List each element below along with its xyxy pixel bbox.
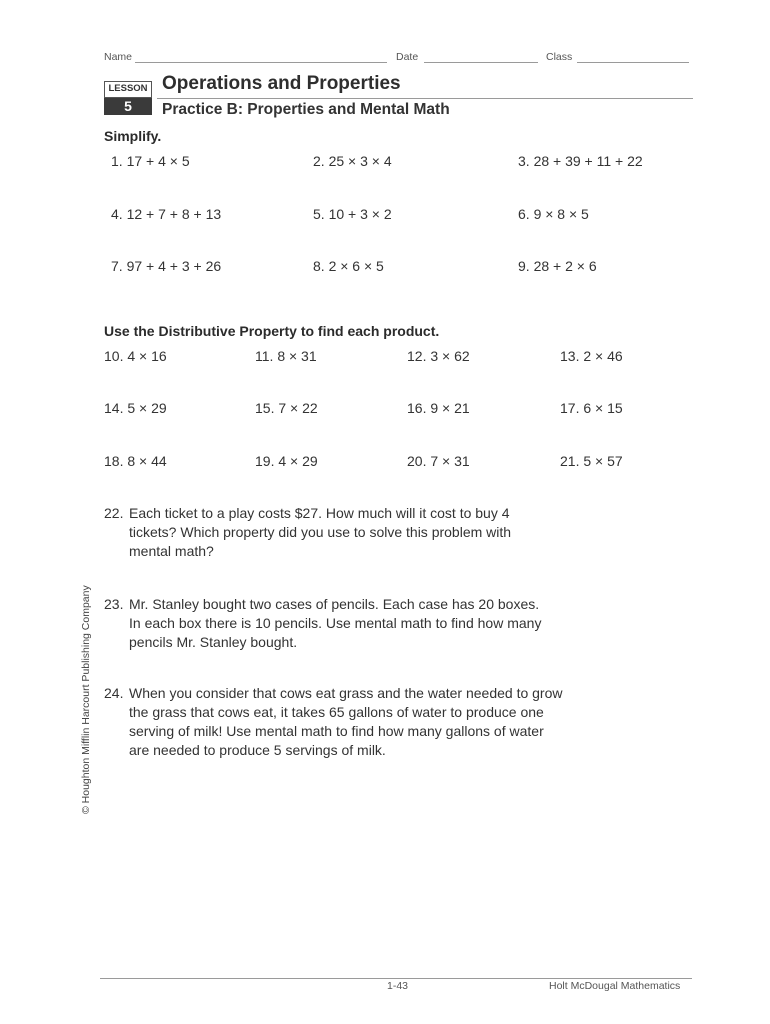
problem-6: 6. 9 × 8 × 5 bbox=[518, 206, 589, 222]
title-divider bbox=[157, 98, 693, 99]
word-problem-22 bbox=[104, 504, 544, 561]
problem-16: 16. 9 × 21 bbox=[407, 400, 470, 416]
problem-3: 3. 28 + 39 + 11 + 22 bbox=[518, 153, 643, 169]
class-label: Class bbox=[546, 51, 573, 63]
lesson-badge bbox=[104, 81, 152, 114]
problem-21: 21. 5 × 57 bbox=[560, 453, 623, 469]
footer-divider bbox=[100, 978, 692, 979]
word-problem-text: Mr. Stanley bought two cases of pencils. Each case has 20 boxes. In each box there is 10 pencils. Use mental math to find how many pencils Mr. Stanley bought. bbox=[129, 596, 542, 650]
problem-18: 18. 8 × 44 bbox=[104, 453, 167, 469]
problem-11: 11. 8 × 31 bbox=[255, 348, 317, 364]
date-label: Date bbox=[396, 51, 419, 63]
word-problem-24 bbox=[104, 684, 566, 760]
class-line[interactable] bbox=[577, 62, 689, 63]
problem-9: 9. 28 + 2 × 6 bbox=[518, 258, 597, 274]
problem-8: 8. 2 × 6 × 5 bbox=[313, 258, 384, 274]
word-problem-number: 22. bbox=[104, 505, 124, 521]
publisher-name: Holt McDougal Mathematics bbox=[549, 980, 681, 992]
problem-7: 7. 97 + 4 + 3 + 26 bbox=[111, 258, 222, 274]
distributive-instruction: Use the Distributive Property to find each product. bbox=[104, 323, 440, 339]
lesson-badge-label: LESSON bbox=[104, 81, 152, 98]
word-problem-number: 24. bbox=[104, 685, 124, 701]
problem-12: 12. 3 × 62 bbox=[407, 348, 470, 364]
problem-14: 14. 5 × 29 bbox=[104, 400, 167, 416]
problem-13: 13. 2 × 46 bbox=[560, 348, 623, 364]
problem-4: 4. 12 + 7 + 8 + 13 bbox=[111, 206, 222, 222]
problem-17: 17. 6 × 15 bbox=[560, 400, 623, 416]
page-subtitle: Practice B: Properties and Mental Math bbox=[162, 101, 450, 118]
simplify-instruction: Simplify. bbox=[104, 128, 162, 144]
word-problem-number: 23. bbox=[104, 596, 124, 612]
problem-10: 10. 4 × 16 bbox=[104, 348, 167, 364]
problem-15: 15. 7 × 22 bbox=[255, 400, 318, 416]
problem-2: 2. 25 × 3 × 4 bbox=[313, 153, 392, 169]
lesson-number: 5 bbox=[104, 98, 152, 115]
word-problem-text: When you consider that cows eat grass and the water needed to grow the grass that cows eat, it takes 65 gallons of water to produce one serving of milk! Use mental math to find how many gallons of water are needed to produce 5 servings of milk. bbox=[129, 685, 563, 758]
name-line[interactable] bbox=[135, 62, 387, 63]
problem-19: 19. 4 × 29 bbox=[255, 453, 318, 469]
word-problem-23 bbox=[104, 595, 554, 652]
problem-5: 5. 10 + 3 × 2 bbox=[313, 206, 392, 222]
problem-1: 1. 17 + 4 × 5 bbox=[111, 153, 190, 169]
word-problem-text: Each ticket to a play costs $27. How much will it cost to buy 4 tickets? Which property did you use to solve this problem with mental math? bbox=[129, 505, 512, 559]
side-copyright: © Houghton Mifflin Harcourt Publishing Company bbox=[80, 585, 92, 814]
date-line[interactable] bbox=[424, 62, 538, 63]
page-title: Operations and Properties bbox=[162, 73, 401, 94]
name-label: Name bbox=[104, 51, 133, 63]
page-number: 1-43 bbox=[387, 980, 409, 992]
problem-20: 20. 7 × 31 bbox=[407, 453, 470, 469]
